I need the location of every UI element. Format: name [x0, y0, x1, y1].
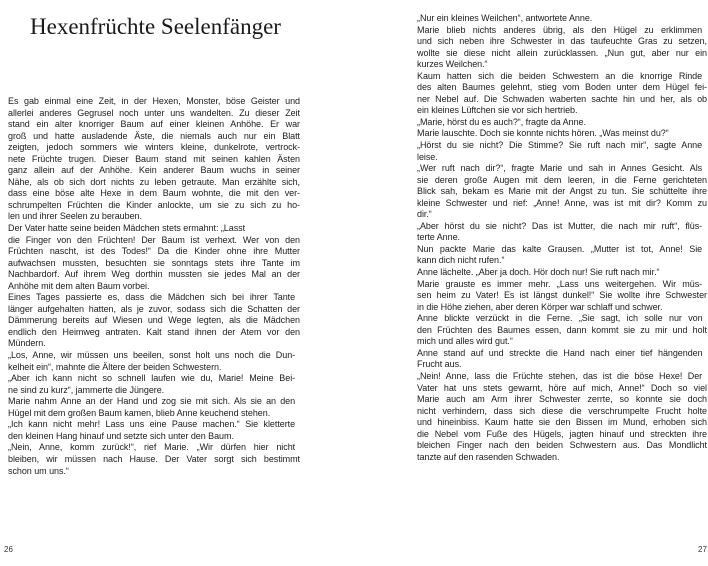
- text-line: „Hörst du sie nicht? Die Stimme? Sie ruft nach mir“, sagte Anne: [417, 140, 703, 151]
- text-line: zeigten, jedoch sommers wie winters kleine, dunkelrote, vertrock-: [8, 142, 300, 153]
- text-line: Eines Tages passierte es, dass die Mädchen sich bei ihrer Tante: [8, 292, 296, 303]
- text-line: den Früchten des Baumes essen, dann kommt sie zu mir und holt: [417, 324, 707, 335]
- text-line: schon um uns.“: [8, 465, 69, 476]
- text-line: aufwachsen mussten, besuchten sie sonntags stets ihre Tante im: [8, 257, 300, 268]
- text-line: „Los, Anne, wir müssen uns beeilen, sonst holt uns noch die Dun-: [8, 350, 296, 361]
- text-line: nicht verhindern, dass sich diese die verschrumpelte Frucht holte: [417, 405, 707, 416]
- text-line: bleichen Finger nach den beiden Schwestern aus. Das Mondlicht: [417, 440, 707, 451]
- text-line: Anne stand auf und streckte die Hand nach einer tief hängenden: [417, 347, 703, 358]
- text-line: die Nebel vom Fuße des Hügels, jagten hinauf und streckten ihre: [417, 428, 707, 439]
- text-line: kleine Schwester und rief: „Anne! Anne, was ist mit dir? Komm zu: [417, 197, 707, 208]
- text-line: Marie blieb nichts anderes übrig, als den Hügel zu erklimmen: [417, 24, 703, 35]
- text-line: terte Anne.: [417, 232, 460, 243]
- text-line: mich und alles wird gut.“: [417, 336, 513, 347]
- text-line: sie deren große Augen mit dem leeren, in die Ferne gerichteten: [417, 174, 707, 185]
- text-line: „Ich kann nicht mehr! Lass uns eine Pause machen.“ Sie kletterte: [8, 419, 296, 430]
- left-page-body-text: [8, 96, 300, 477]
- text-line: ein kleines Lüftchen sie vor sich hertrieb.: [417, 105, 578, 116]
- text-line: in die Höhe ziehen, aber deren Körper war schlaff und schwer.: [417, 301, 663, 312]
- text-line: ner Nebel auf. Die Schwaden waberten sachte hin und her, als ob: [417, 93, 707, 104]
- text-line: Kaum hatten sich die beiden Schwestern an die knorrige Rinde: [417, 70, 703, 81]
- text-line: kann dich nicht rufen.“: [417, 255, 505, 266]
- text-line: länger aufgehalten hatten, als je zuvor, sodass sich die Schatten der: [8, 303, 300, 314]
- text-line: den kleinen Hang hinauf und setzte sich unter den Baum.: [8, 430, 234, 441]
- text-line: „Nein! Anne, lass die Früchte stehen, das ist die böse Hexe! Der: [417, 370, 703, 381]
- right-page-number: 27: [698, 545, 707, 554]
- text-line: „Wer ruft nach dir?“, fragte Marie und sah in Annes Gesicht. Als: [417, 163, 703, 174]
- text-line: Anhöhe mit dem alten Baum vorbei.: [8, 280, 150, 291]
- left-page-number: 26: [4, 545, 13, 554]
- text-line: Hügel mit dem großen Baum kamen, blieb Anne keuchend stehen.: [8, 407, 271, 418]
- text-line: Anne blickte verzückt in die Ferne. „Sie sagt, ich solle nur von: [417, 313, 703, 324]
- text-line: die Finger von den Früchten! Der Baum ist verhext. Wer von den: [8, 234, 300, 245]
- text-line: dir.“: [417, 209, 432, 220]
- text-line: und hineinbiss. Kaum hatte sie den Bissen im Mund, erhoben sich: [417, 417, 707, 428]
- text-line: allerlei anderes Gegrusel noch unter uns wandelten. Zu dieser Zeit: [8, 107, 300, 118]
- text-line: dass eine böse alte Hexe in dem Baum wohnte, die mit den ver-: [8, 188, 300, 199]
- text-line: Vater hat uns stets gewarnt, höre auf mich, Anne!“ Doch so viel: [417, 382, 707, 393]
- text-line: Dämmerung bereits auf Wiesen und Wege legten, als die Mädchen: [8, 315, 300, 326]
- text-line: Früchten nascht, ist des Todes!“ Da die Kinder ohne ihre Mutter: [8, 246, 300, 257]
- text-line: Der Vater hatte seine beiden Mädchen stets ermahnt: „Lasst: [8, 223, 246, 234]
- text-line: Anne lächelte. „Aber ja doch. Hör doch nur! Sie ruft nach mir.“: [417, 267, 660, 278]
- text-line: Marie lauschte. Doch sie konnte nichts hören. „Was meinst du?“: [417, 128, 669, 139]
- text-line: Blick sah, bekam es Marie mit der Angst zu tun. Sie schüttelte ihre: [417, 186, 707, 197]
- text-line: stand ein alter knorriger Baum auf einer kleinen Anhöhe. Er war: [8, 119, 300, 130]
- text-line: „Aber hörst du sie nicht? Das ist Mutter, die nach mir ruft“, flüs-: [417, 220, 703, 231]
- text-line: Mündern.: [8, 338, 46, 349]
- text-line: Frucht aus.: [417, 359, 462, 370]
- text-line: kurzes Weilchen.“: [417, 59, 488, 70]
- text-line: wollte sie diese nicht allein zurücklassen. „Nun gut, aber nur ein: [417, 47, 707, 58]
- text-line: „Aber ich kann nicht so schnell laufen wie du, Marie! Meine Bei-: [8, 373, 296, 384]
- text-line: schrumpelten Früchten die Kinder anlockte, um sie zu sich zu ho-: [8, 199, 300, 210]
- text-line: Marie nahm Anne an der Hand und zog sie mit sich. Als sie an den: [8, 396, 296, 407]
- text-line: kelheit ein“, mahnte die Ältere der beiden Schwestern.: [8, 361, 222, 372]
- text-line: ne sind zu kurz“, jammerte die Jüngere.: [8, 384, 165, 395]
- text-line: „Marie, hörst du es auch?“, fragte da Anne.: [417, 116, 586, 127]
- text-line: und sich neben ihre Schwester in das taufeuchte Gras zu setzen,: [417, 36, 707, 47]
- text-line: des alten Baumes gelehnt, stieg vom Boden unter dem Hügel fei-: [417, 82, 707, 93]
- text-line: Marie auch am Arm ihrer Schwester zerrte, so konnte sie doch: [417, 394, 707, 405]
- right-page-body-text: [417, 13, 707, 463]
- story-title: Hexenfrüchte Seelenfänger: [30, 14, 281, 39]
- text-line: Nachbardorf. Auf ihrem Weg dorthin mussten sie jedes Mal an der: [8, 269, 300, 280]
- text-line: tanzte auf den rasenden Schwaden.: [417, 451, 560, 462]
- text-line: Nähe, als ob sich dort nichts zu leben getraute. Man erzählte sich,: [8, 176, 300, 187]
- text-line: bleiben, wir müssen nach Hause. Der Vater sorgt sich bestimmt: [8, 453, 300, 464]
- right-page: [354, 0, 708, 566]
- text-line: Marie grauste es immer mehr. „Lass uns weitergehen. Wir müs-: [417, 278, 703, 289]
- text-line: nete Früchte trugen. Dieser Baum stand mit seinen kahlen Ästen: [8, 153, 300, 164]
- text-line: „Nur ein kleines Weilchen“, antwortete Anne.: [417, 13, 593, 23]
- text-line: ganz allein auf der Anhöhe. Kein anderer Baum wuchs in seiner: [8, 165, 300, 176]
- text-line: endlich den Heimweg antraten. Kalt stand ihnen der Atem vor den: [8, 326, 300, 337]
- text-line: groß und hatte ausladende Äste, die niemals auch nur ein Blatt: [8, 130, 300, 141]
- text-line: Nun packte Marie das kalte Grausen. „Mutter ist tot, Anne! Sie: [417, 243, 703, 254]
- text-line: „Nein, Anne, komm zurück!“, rief Marie. „Wir dürfen hier nicht: [8, 442, 296, 453]
- text-line: Es gab einmal eine Zeit, in der Hexen, Monster, böse Geister und: [8, 96, 300, 106]
- text-line: len und ihrer Seelen zu berauben.: [8, 211, 142, 222]
- text-line: leise.: [417, 151, 438, 162]
- text-line: sen heim zu Vater! Es ist längst dunkel!“ Sie wollte ihre Schwester: [417, 290, 707, 301]
